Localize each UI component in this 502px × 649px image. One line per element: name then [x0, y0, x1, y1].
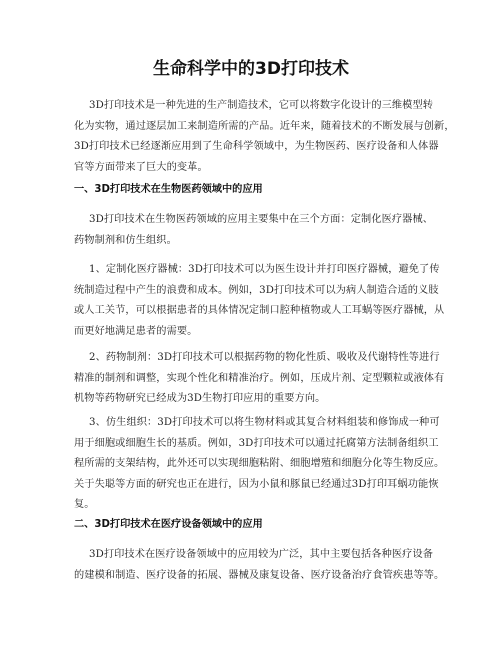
- paragraph-line: 3D打印技术已经逐渐应用到了生命科学领域中，为生物医药、医疗设备和人体器: [74, 141, 439, 153]
- paragraph-line: 药物制剂和仿生组织。: [74, 234, 177, 246]
- paragraph-line: 关于失聪等方面的研究也正在进行，因为小鼠和豚鼠已经通过3D打印耳蜗功能恢: [74, 478, 439, 490]
- paragraph-line: 用于细胞或细胞生长的基质。例如，3D打印技术可以通过托腐第方法制备组织工: [74, 437, 439, 449]
- paragraph-line: 复。: [74, 499, 95, 511]
- paragraph-line: 或人工关节，可以根据患者的具体情况定制口腔种植物或人工耳蜗等医疗器械，从: [74, 305, 445, 317]
- paragraph-line: 3D打印技术在医疗设备领域中的应用较为广泛，其中主要包括各种医疗设备: [89, 549, 434, 560]
- section-heading-biomedicine: 一、3D打印技术在生物医药领域中的应用: [74, 184, 263, 195]
- paragraph-line: 的建模和制造、医疗设备的拓展、器械及康复设备、医疗设备治疗食管疾患等等。: [74, 569, 445, 581]
- section2-paragraph-overview: [74, 545, 445, 586]
- paragraph-line: 化为实物，通过逐层加工来制造所需的产品。近年来，随着技术的不断发展与创新，: [74, 120, 455, 132]
- paragraph-line: 官等方面带来了巨大的变革。: [74, 161, 208, 173]
- paragraph-line: 3D打印技术是一种先进的生产制造技术，它可以将数字化设计的三维模型转: [89, 100, 434, 111]
- paragraph-line: 统制造过程中产生的浪费和成本。例如，3D打印技术可以为病人制造合适的义肢: [74, 284, 439, 296]
- paragraph-line: 3D打印技术在生物医药领域的应用主要集中在三个方面：定制化医疗器械、: [89, 214, 434, 225]
- document-title: 生命科学中的3D打印技术: [153, 59, 349, 79]
- section1-paragraph-tissue: [74, 413, 445, 516]
- paragraph-line: 而更好地满足患者的需要。: [74, 325, 198, 337]
- section1-paragraph-drugs: [74, 348, 445, 410]
- paragraph-line: 机物等药物研究已经成为3D生物打印应用的重要方向。: [74, 393, 326, 405]
- section1-paragraph-overview: [74, 210, 434, 251]
- paragraph-line: 3、仿生组织：3D打印技术可以将生物材料或其复合材料组装和修饰成一种可: [89, 417, 440, 428]
- section1-paragraph-devices: [74, 260, 445, 342]
- paragraph-line: 1、定制化医疗器械：3D打印技术可以为医生设计并打印医疗器械，避免了传: [89, 264, 440, 275]
- section-heading-medical-devices: 二、3D打印技术在医疗设备领域中的应用: [74, 519, 263, 530]
- intro-paragraph: [74, 96, 455, 178]
- paragraph-line: 程所需的支架结构，此外还可以实现细胞粘附、细胞增殖和细胞分化等生物反应。: [74, 458, 445, 470]
- paragraph-line: 精准的制剂和调整，实现个性化和精准治疗。例如，压成片剂、定型颗粒或液体有: [74, 372, 445, 384]
- paragraph-line: 2、药物制剂：3D打印技术可以根据药物的物化性质、吸收及代谢特性等进行: [89, 352, 440, 363]
